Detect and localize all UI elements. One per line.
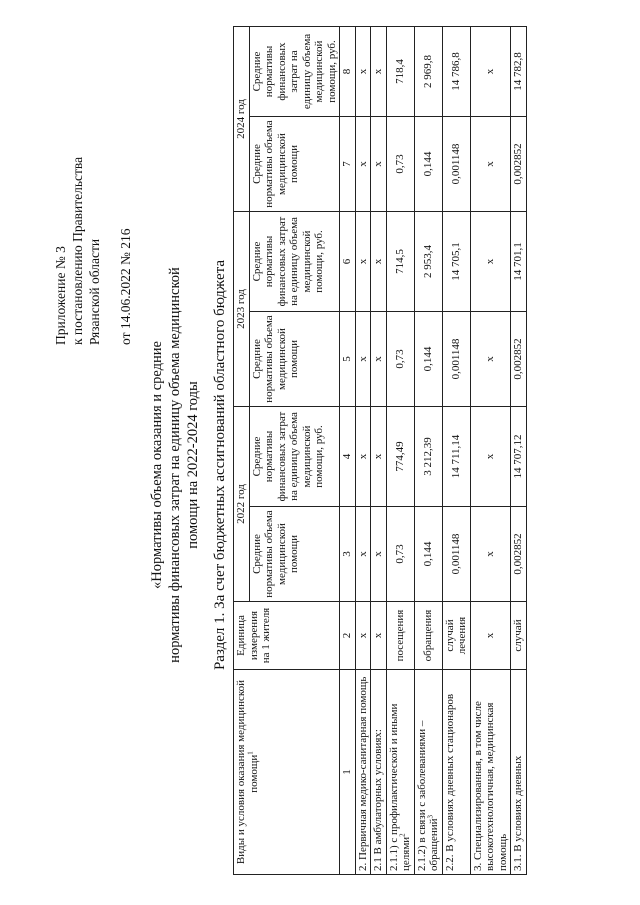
row-volume-2023: х [470,312,511,407]
column-number: 1 [340,670,356,875]
row-cost-2023: 714,5 [386,212,414,312]
row-volume-2024: 0,73 [386,117,414,212]
table-row [371,27,387,875]
section-title: Раздел 1. За счет бюджетных ассигнований областного бюджета [212,259,228,671]
row-volume-2022: х [371,507,387,602]
row-volume-2023: 0,002852 [511,312,527,407]
row-cost-2022: х [470,407,511,507]
norms-table [233,26,527,875]
header-year-2023: 2023 год [234,212,250,407]
row-name: 2.1.1) с профилактической и иными целями$^2$ [386,670,414,875]
header-year-2024: 2024 год [234,27,250,212]
column-number: 8 [340,27,356,117]
table-row [386,27,414,875]
document-title [148,185,202,745]
row-volume-2022: 0,144 [414,507,442,602]
header-volume-2023: Средние нормативы объема медицинской помощи [249,312,340,407]
row-unit: х [470,602,511,670]
header-year-2022: 2022 год [234,407,250,602]
row-cost-2022: х [371,407,387,507]
header-cost-2023: Средние нормативы финансовых затрат на единицу объема медицинской помощи, руб. [249,212,340,312]
row-cost-2023: х [371,212,387,312]
row-cost-2024: 718,4 [386,27,414,117]
header-volume-2022: Средние нормативы объема медицинской помощи [249,507,340,602]
title-line-3: помощи на 2022-2024 годы [185,381,201,549]
row-cost-2024: х [470,27,511,117]
column-number-row [340,27,356,875]
column-number: 7 [340,117,356,212]
row-unit: случай лечения [442,602,470,670]
table-row [511,27,527,875]
header-kinds: Виды и условия оказания медицинской помощи$^1$ [234,670,340,875]
row-cost-2023: 14 701,1 [511,212,527,312]
appendix-region: Рязанской области [87,238,102,345]
table-row [470,27,511,875]
row-cost-2023: 2 953,4 [414,212,442,312]
appendix-number: Приложение № 3 [53,246,68,345]
row-cost-2024: 14 786,8 [442,27,470,117]
row-cost-2023: х [355,212,371,312]
row-volume-2024: х [470,117,511,212]
appendix-block [52,45,134,345]
row-volume-2023: 0,001148 [442,312,470,407]
column-number: 3 [340,507,356,602]
column-number: 5 [340,312,356,407]
row-unit: случай [511,602,527,670]
row-name: 2.1.2) в связи с заболеваниями – обращений$^3$ [414,670,442,875]
column-number: 4 [340,407,356,507]
row-cost-2024: 2 969,8 [414,27,442,117]
row-cost-2024: х [355,27,371,117]
row-name: 3.1. В условиях дневных [511,670,527,875]
row-volume-2023: х [355,312,371,407]
row-volume-2024: 0,001148 [442,117,470,212]
row-volume-2023: 0,73 [386,312,414,407]
row-cost-2022: 14 707,12 [511,407,527,507]
appendix-date: от 14.06.2022 № 216 [118,228,133,345]
title-line-2: нормативы финансовых затрат на единицу объема медицинской [167,267,183,663]
table-row [442,27,470,875]
row-volume-2024: х [355,117,371,212]
row-cost-2024: 14 782,8 [511,27,527,117]
row-cost-2022: 3 212,39 [414,407,442,507]
row-volume-2024: 0,002852 [511,117,527,212]
column-number: 6 [340,212,356,312]
header-unit: Единица измерения на 1 жителя [234,602,340,670]
header-volume-2024: Средние нормативы объема медицинской помощи [249,117,340,212]
row-unit: посещения [386,602,414,670]
row-volume-2022: х [470,507,511,602]
row-unit: х [355,602,371,670]
row-volume-2024: х [371,117,387,212]
row-cost-2022: х [355,407,371,507]
row-volume-2023: 0,144 [414,312,442,407]
row-unit: х [371,602,387,670]
table-row [414,27,442,875]
column-number: 2 [340,602,356,670]
row-cost-2022: 774,49 [386,407,414,507]
row-volume-2022: 0,73 [386,507,414,602]
row-cost-2024: х [371,27,387,117]
row-volume-2023: х [371,312,387,407]
title-line-1: «Нормативы объема оказания и средние [149,341,165,589]
row-cost-2022: 14 711,14 [442,407,470,507]
row-volume-2022: 0,001148 [442,507,470,602]
header-cost-2022: Средние нормативы финансовых затрат на единицу объема медицинской помощи, руб. [249,407,340,507]
row-volume-2022: 0,002852 [511,507,527,602]
row-cost-2023: х [470,212,511,312]
table-row [355,27,371,875]
row-name: 2.2. В условиях дневных стационаров [442,670,470,875]
header-cost-2024: Средние нормативы финансовых затрат на единицу объема медицинской помощи, руб. [249,27,340,117]
row-name: 2. Первичная медико-санитарная помощь [355,670,371,875]
row-volume-2024: 0,144 [414,117,442,212]
row-name: 2.1 В амбулаторных условиях: [371,670,387,875]
row-name: 3. Специализированная, в том числе высокотехнологичная, медицинская помощь [470,670,511,875]
row-unit: обращения [414,602,442,670]
row-cost-2023: 14 705,1 [442,212,470,312]
row-volume-2022: х [355,507,371,602]
appendix-reference: к постановлению Правительства [70,156,85,345]
